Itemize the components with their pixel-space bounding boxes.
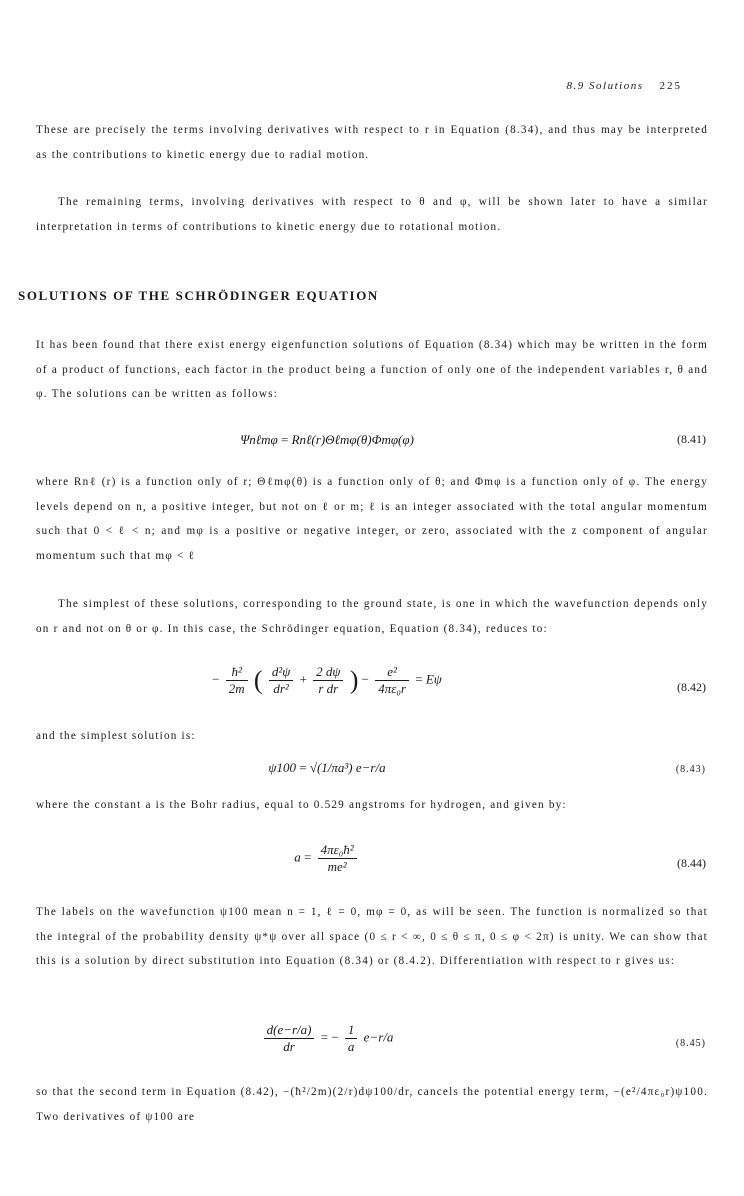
eq842-rhs: Eψ — [425, 671, 442, 687]
eq843-rhs: √(1/πa³) e−r/a — [309, 760, 386, 775]
paragraph-rotational: The remaining terms, involving derivatives with respect to θ and φ, will be shown later to have a similar interpretation in terms of contributions to kinetic energy due to rotational motion. — [36, 196, 708, 233]
eq841-rhs: Rnℓ(r)Θℓmφ(θ)Φmφ(φ) — [291, 432, 414, 447]
equation-8-45: $\frac{d(e-r/a)}{dr}$ = − $\frac{1}{a}$ e−r/a (8.45) — [36, 1022, 708, 1072]
equation-number-8-44: (8.44) — [677, 856, 706, 870]
equation-number-8-41: (8.41) — [677, 432, 706, 446]
eq844-den: me² — [327, 859, 347, 874]
running-header — [567, 80, 682, 92]
eq842-coef-num: ħ² — [226, 664, 248, 681]
paragraph-labels-normalization: The labels on the wavefunction ψ100 mean n = 1, ℓ = 0, mφ = 0, as will be seen. The function is normalized so that the integral of the probability density ψ*ψ over all space (0 ≤ r < ∞, 0 ≤ θ ≤ π, 0 ≤ φ < 2π) is unity. We can show that this is a solution by direct substitution into Equation (8.34) or (8.4.2). Differentiation with respect to r gives us: — [36, 906, 708, 967]
equation-number-8-42: (8.42) — [677, 680, 706, 694]
equation-number-8-45: (8.45) — [675, 1038, 706, 1049]
eq845-rhs-tail: e−r/a — [363, 1029, 394, 1045]
eq842-t1-num: d²ψ — [269, 664, 293, 681]
paragraph-bohr-radius: where the constant a is the Bohr radius, equal to 0.529 angstroms for hydrogen, and given by: — [36, 799, 567, 811]
eq843-lhs: ψ100 — [268, 760, 296, 775]
eq845-rhs-den: a — [347, 1039, 355, 1054]
equation-8-43: ψ100 = √(1/πa³) e−r/a (8.43) — [268, 760, 706, 775]
paragraph-simplest-solution: and the simplest solution is: — [36, 730, 196, 742]
eq844-lhs: a — [294, 849, 301, 865]
page-number: 225 — [659, 80, 682, 92]
paragraph-radial: These are precisely the terms involving derivatives with respect to r in Equation (8.34), and thus may be interpreted as the contributions to kinetic energy due to radial motion. — [36, 124, 708, 161]
eq842-t1-den: dr² — [273, 681, 289, 696]
eq842-coef-den: 2m — [228, 681, 245, 696]
eq841-lhs: Ψnℓmφ — [240, 432, 278, 447]
equation-number-8-43: (8.43) — [675, 764, 706, 775]
equation-8-41: Ψnℓmφ = Rnℓ(r)Θℓmφ(θ)Φmφ(φ) (8.41) — [240, 432, 706, 447]
paragraph-function-description: where Rnℓ (r) is a function only of r; Θℓmφ(θ) is a function only of θ; and Φmφ is a function only of φ. The energy levels depend on n, a positive integer, but not on ℓ or m; ℓ is an integer associated with the total angular momentum such that 0 < ℓ < n; and mφ is a positive or negative integer, or zero, associated with the z component of angular momentum such that mφ < ℓ — [36, 476, 708, 562]
eq842-t2-num: 2 dψ — [313, 664, 343, 681]
section-title: 8.9 Solutions — [566, 80, 644, 92]
paragraph-second-term: so that the second term in Equation (8.42), −(ħ²/2m)(2/r)dψ100/dr, cancels the potential energy term, −(e²/4πε₀r)ψ100. Two derivatives of ψ100 are — [36, 1086, 708, 1123]
eq842-t3-den: 4πε₀r — [378, 681, 406, 696]
eq845-num: d(e−r/a) — [264, 1022, 315, 1039]
eq845-rhs-num: 1 — [345, 1022, 358, 1039]
eq842-t3-num: e² — [375, 664, 409, 681]
paragraph-solutions-intro: It has been found that there exist energy eigenfunction solutions of Equation (8.34) which may be written in the form of a product of functions, each factor in the product being a function of only one of the independent variables r, θ and φ. The solutions can be written as follows: — [36, 339, 708, 400]
equation-8-44: a = $\frac{\text{4πε₀ħ²}}{\text{me²}}$ (8.44) — [294, 842, 706, 874]
paragraph-ground-state: The simplest of these solutions, corresponding to the ground state, is one in which the wavefunction depends only on r and not on θ or φ. In this case, the Schrödinger equation, Equation (8.34), reduces to: — [36, 598, 708, 635]
eq844-num: 4πε₀ħ² — [318, 842, 357, 859]
eq842-t2-den: r dr — [318, 681, 339, 696]
equation-8-42: − $\frac{\text{ħ²}}{2m}$ ( $\frac{\text{d²ψ}}{\text{dr²}}$ + $\frac{2 d\psi}{\text{r dr}}$ ) − $\frac{\text{e²}}{\text{4πε₀r}}$ = Eψ (8.42) — [212, 664, 706, 696]
eq845-den: dr — [283, 1039, 295, 1054]
section-heading: SOLUTIONS OF THE SCHRÖDINGER EQUATION — [18, 288, 379, 303]
